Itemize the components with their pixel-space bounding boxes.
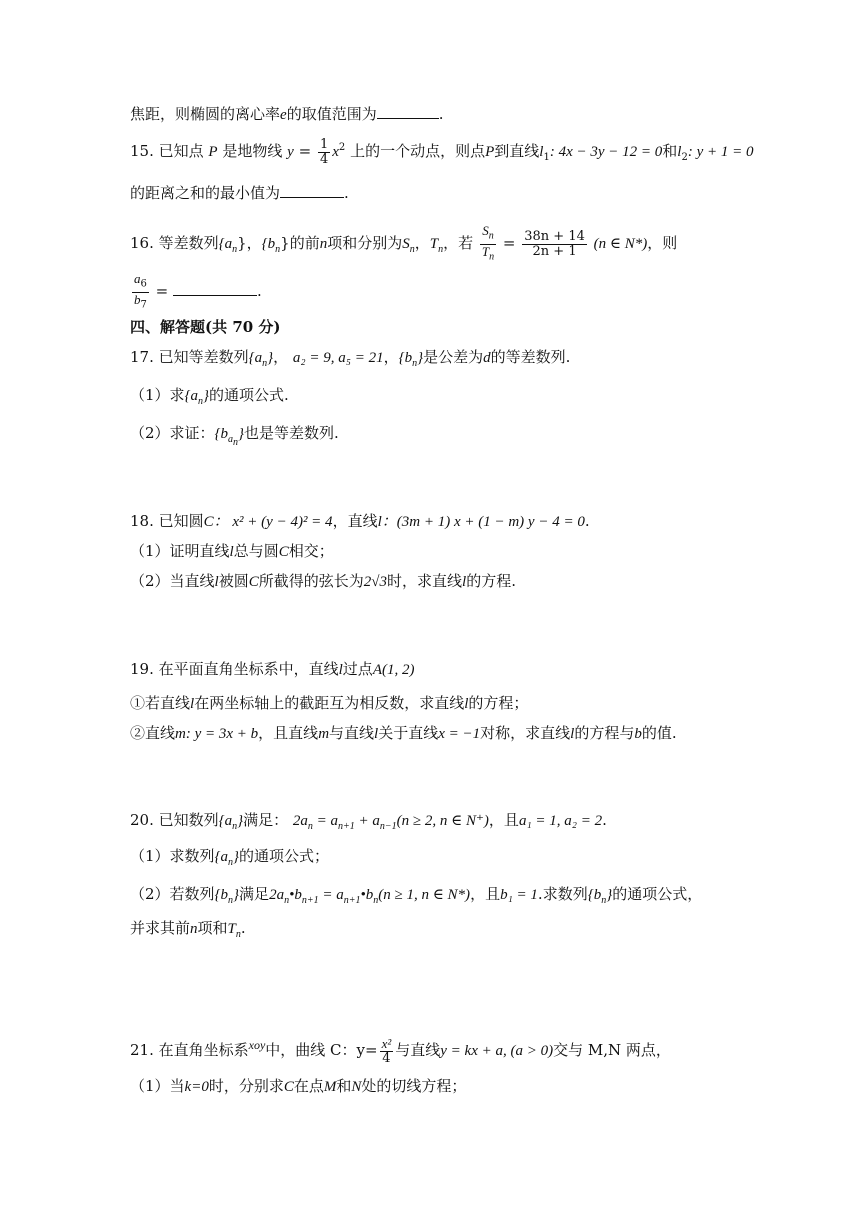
answer-blank (377, 104, 439, 119)
q19-part1: ①若直线l在两坐标轴上的截距互为相反数，求直线l的方程； (130, 694, 529, 712)
q15-line1: 15. 已知点 P 是地物线 y = $\frac{1}{4}$ $x^2$ 上的一个动点，则点P到直线$l_1$: 4x − 3y − 12 = 0和$l_2$: y + 1 = 0 (130, 136, 754, 167)
q18-part1: （1）证明直线l总与圆C相交； (130, 542, 334, 560)
q16-sn-tn-fraction: $\frac{S_n}{T_n}$ (481, 223, 495, 263)
q17-part2: （2）求证：$\{b_{a_n}\}$也是等差数列. (130, 424, 339, 448)
q15-line2: 的距离之和的最小值为 . (130, 184, 349, 202)
q18-part2: （2）当直线l被圆C所截得的弦长为2√3时，求直线l的方程. (130, 572, 516, 590)
q17-line1: 17. 已知等差数列$\{a_n\}$， a₂ = 9, a₅ = 21，$\{b_n\}$是公差为d的等差数列. (130, 348, 571, 369)
q16-rhs-fraction: $\frac{38n + 14}{2n + 1}$ (524, 228, 585, 259)
section-heading: 四、解答题(共 70 分) (130, 318, 281, 336)
q15-fraction: $\frac{1}{4}$ (319, 136, 329, 167)
q16-answer-fraction: $\frac{a_6}{b_7}$ (134, 271, 147, 311)
q21-line1: 21. 在直角坐标系$^{xoy}$中，曲线 C：y= $\frac{\text{x²}}{4}$ 与直线y = kx + a, (a > 0)交与 M,N 两点， (130, 1035, 671, 1066)
q20-part2-line2: 并求其前n项和$T_n$. (130, 919, 246, 940)
q18-line1: 18. 已知圆C： x² + (y − 4)² = 4，直线l：(3m + 1) x + (1 − m) y − 4 = 0. (130, 512, 590, 530)
q14-tail-line: 焦距，则椭圆的离心率e的取值范围为 . (130, 105, 444, 123)
q20-part1: （1）求数列$\{a_n\}$的通项公式； (130, 847, 330, 868)
q20-line1: 20. 已知数列$\{a_n\}$满足： $2a_n = a_{n+1} + a_{n-1}(n \ge 2$, n ∈ N⁺)，且a₁ = 1, a₂ = 2. (130, 811, 607, 832)
q21-part1: （1）当k=0时，分别求C在点M和N处的切线方程； (130, 1077, 467, 1095)
q19-part2: ②直线m: y = 3x + b，且直线m与直线l关于直线x = −1对称，求直线l的方程与b的值. (130, 724, 677, 742)
answer-blank (173, 281, 257, 296)
q21-fraction: $\frac{\text{x²}}{4}$ (381, 1035, 392, 1066)
q20-part2: （2）若数列$\{b_n\}$满足$2a_n•b_{n+1}$ = $a_{n+1}•b_n(n \ge 1$, n ∈ N*)，且b₁ = 1.求数列$\{b_n\}$的通项公式， (130, 885, 703, 906)
q19-line1: 19. 在平面直角坐标系中，直线l过点A(1, 2) (130, 660, 415, 678)
answer-blank (280, 183, 344, 198)
q16-line1: 16. 等差数列$\{a_n\}$，$\{b_n\}$的前n项和分别为$S_n$，$T_n$，若 $\frac{S_n}{T_n}$ = $\frac{38n + 14}{2n + 1}$ (n ∈ N*)，则 (130, 223, 678, 263)
q16-line2: $\frac{a_6}{b_7}$ = . (134, 271, 262, 311)
q17-part1: （1）求$\{a_n\}$的通项公式. (130, 386, 289, 407)
